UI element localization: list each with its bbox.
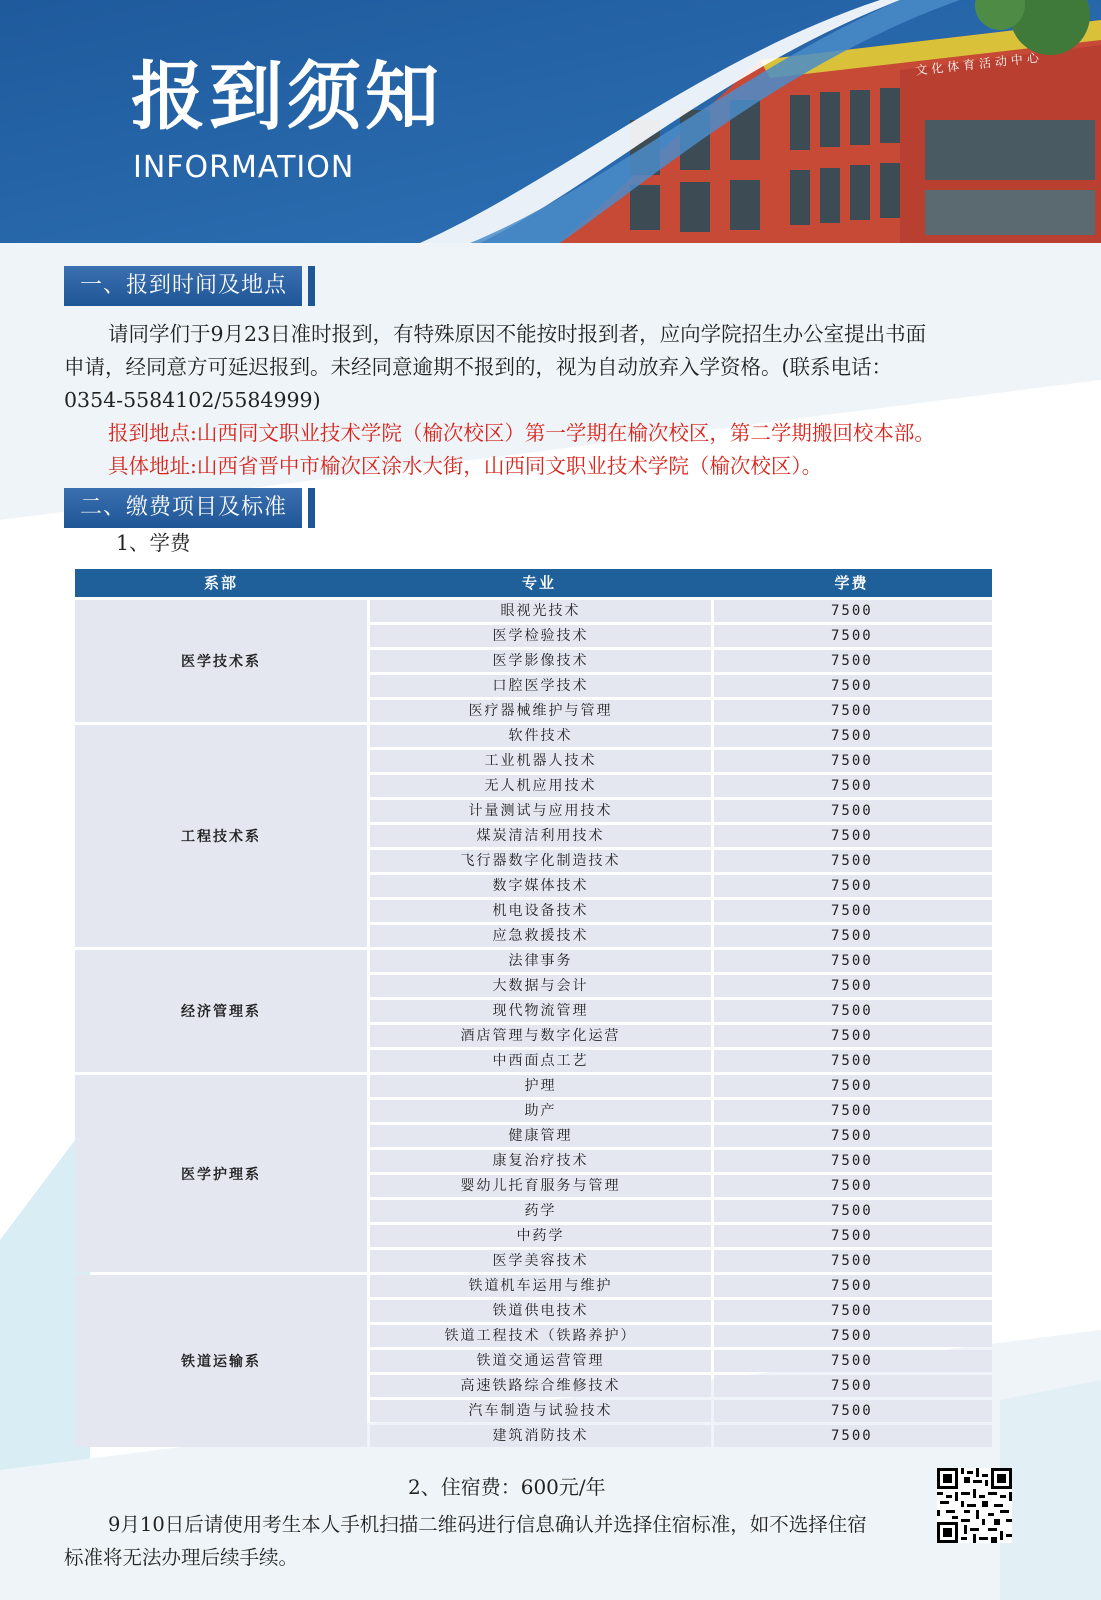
fee-cell: 7500 — [714, 875, 992, 897]
department-group — [75, 600, 992, 722]
major-cell: 铁道交通运营管理 — [370, 1350, 711, 1372]
table-row — [367, 1425, 992, 1447]
fee-cell: 7500 — [714, 725, 992, 747]
fee-cell: 7500 — [714, 1100, 992, 1122]
fee-cell: 7500 — [714, 1300, 992, 1322]
fee-table-header — [75, 569, 992, 597]
fee-cell: 7500 — [714, 1350, 992, 1372]
table-row — [367, 1000, 992, 1022]
major-cell: 眼视光技术 — [370, 600, 711, 622]
fee-cell: 7500 — [714, 750, 992, 772]
major-cell: 数字媒体技术 — [370, 875, 711, 897]
note-line2: 标准将无法办理后续手续。 — [64, 1546, 299, 1569]
major-cell: 健康管理 — [370, 1125, 711, 1147]
major-cell: 护理 — [370, 1075, 711, 1097]
table-row — [367, 1275, 992, 1297]
fee-cell: 7500 — [714, 1175, 992, 1197]
fee-table — [75, 569, 992, 1447]
fee-cell: 7500 — [714, 1400, 992, 1422]
header-banner — [0, 0, 1101, 243]
section1-para2: 申请，经同意方可延迟报到。未经同意逾期不报到的，视为自动放弃入学资格。(联系电话： — [64, 355, 892, 379]
table-row — [367, 825, 992, 847]
fee-cell: 7500 — [714, 1325, 992, 1347]
report-location: 报到地点:山西同文职业技术学院（榆次校区）第一学期在榆次校区，第二学期搬回校本部。 — [108, 421, 935, 445]
table-row — [367, 600, 992, 622]
qr-code-icon — [937, 1468, 1012, 1543]
fee-cell: 7500 — [714, 1075, 992, 1097]
major-cell: 软件技术 — [370, 725, 711, 747]
major-cell: 医学检验技术 — [370, 625, 711, 647]
fee-cell: 7500 — [714, 600, 992, 622]
table-row — [367, 700, 992, 722]
fee-cell: 7500 — [714, 675, 992, 697]
table-row — [367, 1400, 992, 1422]
major-cell: 现代物流管理 — [370, 1000, 711, 1022]
major-cell: 应急救援技术 — [370, 925, 711, 947]
major-cell: 中药学 — [370, 1225, 711, 1247]
section2-heading: 二、缴费项目及标准 — [64, 488, 302, 528]
fee-cell: 7500 — [714, 1375, 992, 1397]
major-cell: 建筑消防技术 — [370, 1425, 711, 1447]
table-row — [367, 625, 992, 647]
tuition-label: 1、学费 — [116, 531, 191, 555]
table-row — [367, 975, 992, 997]
table-row — [367, 1350, 992, 1372]
fee-cell: 7500 — [714, 1125, 992, 1147]
section1-para3: 0354-5584102/5584999) — [64, 388, 321, 412]
table-row — [367, 1325, 992, 1347]
fee-cell: 7500 — [714, 1025, 992, 1047]
department-cell: 工程技术系 — [75, 725, 367, 947]
table-row — [367, 1025, 992, 1047]
major-cell: 计量测试与应用技术 — [370, 800, 711, 822]
major-cell: 婴幼儿托育服务与管理 — [370, 1175, 711, 1197]
table-row — [367, 1100, 992, 1122]
department-cell: 经济管理系 — [75, 950, 367, 1072]
table-row — [367, 1225, 992, 1247]
page-subtitle: INFORMATION — [133, 150, 355, 185]
fee-cell: 7500 — [714, 1200, 992, 1222]
fee-cell: 7500 — [714, 775, 992, 797]
table-row — [367, 1200, 992, 1222]
table-row — [367, 1050, 992, 1072]
fee-cell: 7500 — [714, 950, 992, 972]
table-row — [367, 650, 992, 672]
header-fee: 学费 — [834, 574, 869, 592]
table-row — [367, 875, 992, 897]
major-cell: 铁道工程技术（铁路养护） — [370, 1325, 711, 1347]
department-group — [75, 1275, 992, 1447]
major-cell: 飞行器数字化制造技术 — [370, 850, 711, 872]
table-row — [367, 1075, 992, 1097]
fee-cell: 7500 — [714, 975, 992, 997]
table-row — [367, 1375, 992, 1397]
table-row — [367, 850, 992, 872]
fee-cell: 7500 — [714, 1225, 992, 1247]
table-row — [367, 1125, 992, 1147]
department-cell: 铁道运输系 — [75, 1275, 367, 1447]
header-department: 系部 — [203, 574, 238, 592]
fee-cell: 7500 — [714, 1275, 992, 1297]
major-cell: 医疗器械维护与管理 — [370, 700, 711, 722]
fee-cell: 7500 — [714, 825, 992, 847]
table-row — [367, 775, 992, 797]
fee-cell: 7500 — [714, 700, 992, 722]
table-row — [367, 950, 992, 972]
table-row — [367, 725, 992, 747]
fee-table-body — [75, 600, 992, 1447]
major-cell: 汽车制造与试验技术 — [370, 1400, 711, 1422]
fee-cell: 7500 — [714, 850, 992, 872]
major-cell: 机电设备技术 — [370, 900, 711, 922]
major-cell: 工业机器人技术 — [370, 750, 711, 772]
major-cell: 康复治疗技术 — [370, 1150, 711, 1172]
department-group — [75, 950, 992, 1072]
table-row — [367, 1150, 992, 1172]
fee-cell: 7500 — [714, 900, 992, 922]
major-cell: 铁道机车运用与维护 — [370, 1275, 711, 1297]
major-cell: 酒店管理与数字化运营 — [370, 1025, 711, 1047]
header-major: 专业 — [521, 574, 556, 592]
major-cell: 药学 — [370, 1200, 711, 1222]
fee-cell: 7500 — [714, 1425, 992, 1447]
major-cell: 中西面点工艺 — [370, 1050, 711, 1072]
section1-heading: 一、报到时间及地点 — [64, 266, 302, 306]
table-row — [367, 675, 992, 697]
major-cell: 口腔医学技术 — [370, 675, 711, 697]
department-group — [75, 725, 992, 947]
table-row — [367, 1300, 992, 1322]
major-cell: 高速铁路综合维修技术 — [370, 1375, 711, 1397]
page-title: 报到须知 — [131, 54, 443, 140]
fee-cell: 7500 — [714, 1050, 992, 1072]
fee-cell: 7500 — [714, 625, 992, 647]
fee-cell: 7500 — [714, 1150, 992, 1172]
building-sign: 文化体育活动中心 — [914, 50, 1044, 78]
major-cell: 铁道供电技术 — [370, 1300, 711, 1322]
table-row — [367, 1175, 992, 1197]
major-cell: 助产 — [370, 1100, 711, 1122]
note-line1: 9月10日后请使用考生本人手机扫描二维码进行信息确认并选择住宿标准，如不选择住宿 — [108, 1513, 867, 1536]
major-cell: 煤炭清洁利用技术 — [370, 825, 711, 847]
major-cell: 大数据与会计 — [370, 975, 711, 997]
table-row — [367, 750, 992, 772]
department-cell: 医学护理系 — [75, 1075, 367, 1272]
fee-cell: 7500 — [714, 1000, 992, 1022]
table-row — [367, 800, 992, 822]
major-cell: 无人机应用技术 — [370, 775, 711, 797]
accommodation-fee: 2、住宿费：600元/年 — [408, 1475, 606, 1499]
table-row — [367, 925, 992, 947]
table-row — [367, 1250, 992, 1272]
major-cell: 医学影像技术 — [370, 650, 711, 672]
major-cell: 医学美容技术 — [370, 1250, 711, 1272]
report-address: 具体地址:山西省晋中市榆次区涂水大街，山西同文职业技术学院（榆次校区）。 — [108, 454, 823, 478]
fee-cell: 7500 — [714, 925, 992, 947]
department-group — [75, 1075, 992, 1272]
fee-cell: 7500 — [714, 650, 992, 672]
table-row — [367, 900, 992, 922]
fee-cell: 7500 — [714, 1250, 992, 1272]
section1-para1: 请同学们于9月23日准时报到，有特殊原因不能按时报到者，应向学院招生办公室提出书面 — [108, 322, 927, 346]
fee-cell: 7500 — [714, 800, 992, 822]
major-cell: 法律事务 — [370, 950, 711, 972]
department-cell: 医学技术系 — [75, 600, 367, 722]
